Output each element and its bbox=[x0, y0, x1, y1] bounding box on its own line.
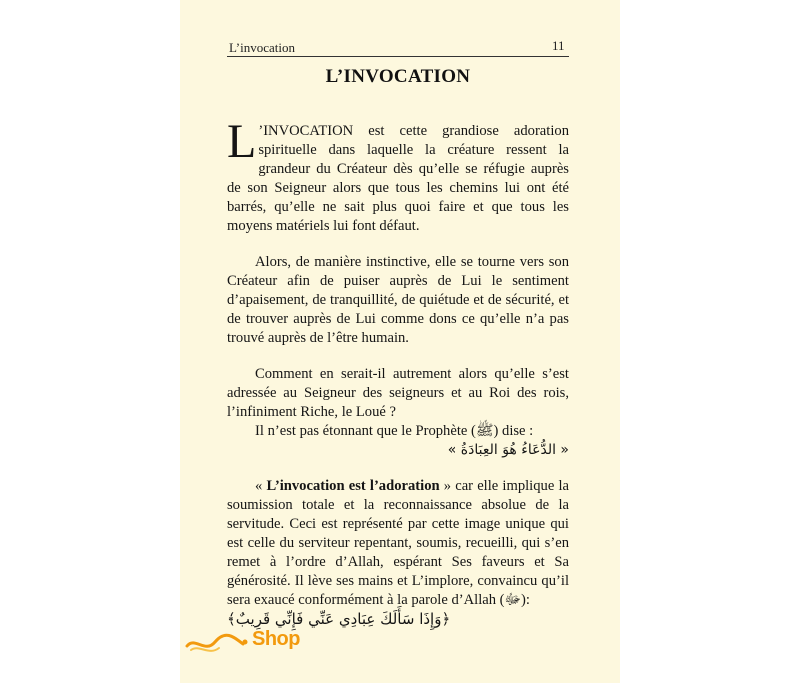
drop-cap: L bbox=[227, 115, 257, 168]
header-rule bbox=[227, 56, 569, 57]
paragraph-2: Alors, de manière instinctive, elle se tourne vers son Créateur afin de puiser auprès de Lui le sentiment d’apaisement, de tranquillité, de quiétude et de sécurité, et de trouver auprès de Lui comme dons ce qu’elle n’a pas trouvé auprès de l’être humain. bbox=[227, 254, 569, 346]
paragraph-4: Il n’est pas étonnant que le Prophète (ﷺ) dise : bbox=[255, 423, 534, 439]
paragraph-3: Comment en serait-il autrement alors qu’elle s’est adressée au Seigneur des seigneurs et au Roi des rois, l’infiniment Riche, le Loué ? bbox=[227, 366, 569, 420]
quran-verse-text: ﴿وَإِذَا سَأَلَكَ عِبَادِي عَنِّي فَإِنِّي قَرِيبٌ﴾ bbox=[227, 610, 451, 628]
page-number: 11 bbox=[552, 38, 565, 53]
paragraph-5 bbox=[227, 477, 569, 610]
body-text bbox=[227, 115, 569, 629]
chapter-title: L’INVOCATION bbox=[325, 66, 471, 87]
paragraph-1 bbox=[227, 115, 569, 236]
running-title: L’invocation bbox=[229, 40, 295, 55]
paragraph-5-text: » car elle implique la soumission totale et la reconnaissance absolue de la servitude. Ceci est représenté par cette image unique qui est celle du serviteur repentant, soumis, recueilli, qui s’en remet à l’ordre d’Allah, espérant Ses faveurs et Sa générosité. Il lève ses mains et L’implore, convaincu qu’il sera exaucé conformément à la parole d’Allah (ﷻ): bbox=[227, 478, 569, 608]
quran-verse-arabic bbox=[227, 610, 569, 629]
shop-logo-text: Shop bbox=[252, 628, 300, 650]
paragraph-5-bold: L’invocation est l’adoration bbox=[266, 478, 440, 494]
paragraph-5-open-quote: « bbox=[255, 478, 267, 494]
paragraph-1-smallcaps: ’INVOCATION bbox=[258, 123, 354, 139]
hadith-arabic bbox=[227, 441, 569, 460]
hadith-arabic-text: « الدُّعَاءُ هُوَ العِبَادَةُ » bbox=[447, 442, 569, 458]
paragraph-1-text: est cette grandiose adoration spirituelle dans laquelle la créature ressent la grandeur du Créateur dès qu’elle se réfugie auprès de son Seigneur alors que tous les chemins lui ont été barrés, qu’elle ne sait plus quoi faire et que tous les moyens matériels lui font défaut. bbox=[227, 123, 569, 234]
